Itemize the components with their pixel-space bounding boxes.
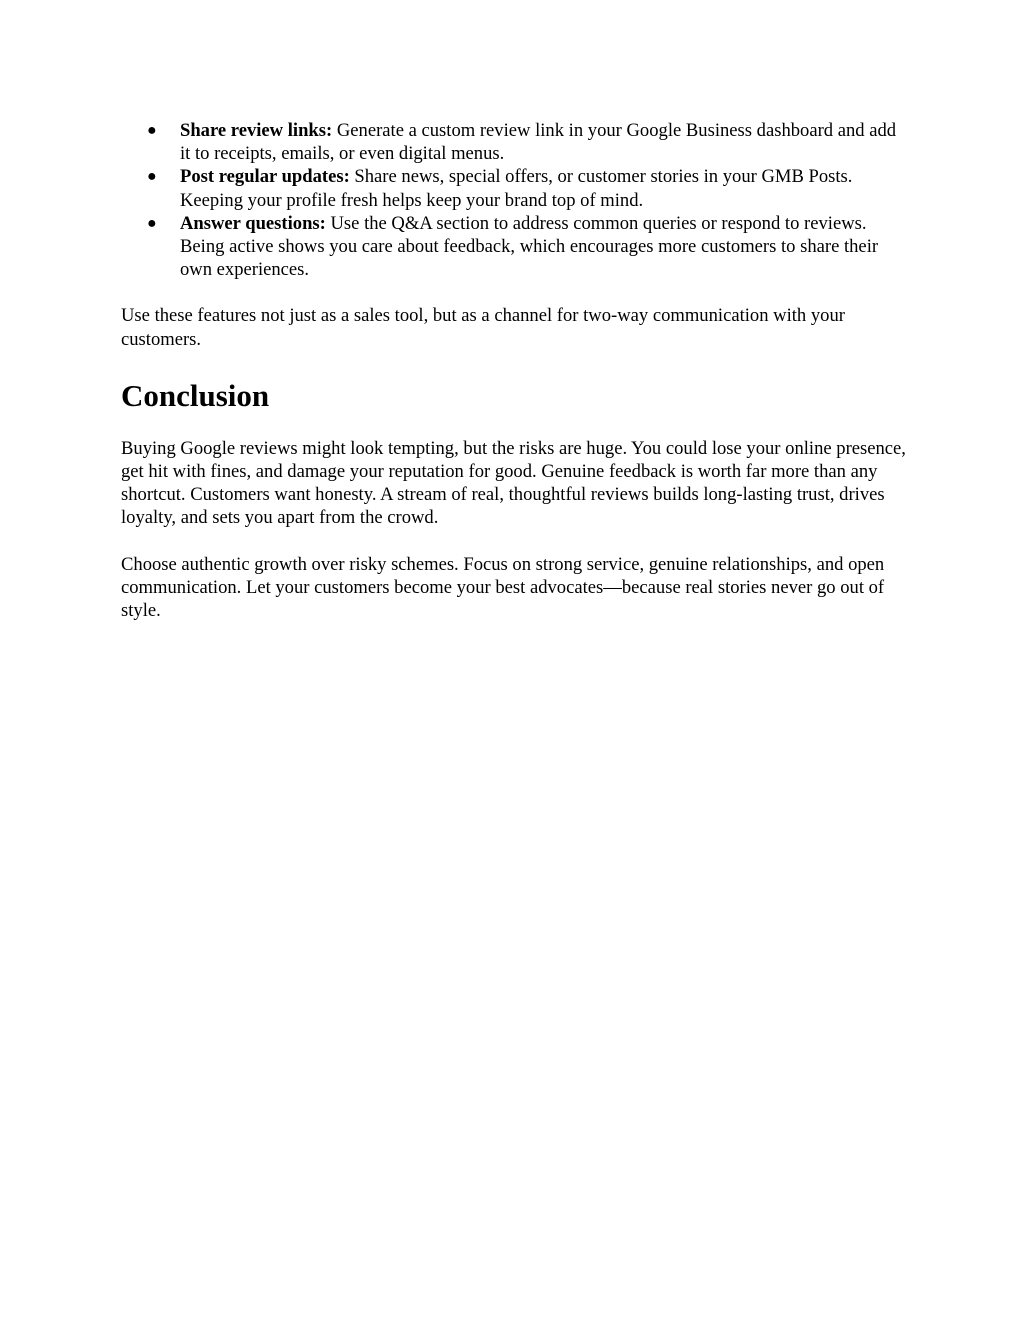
bullet-icon: ● <box>147 168 157 186</box>
feature-bullet-list <box>121 119 911 281</box>
bullet-text: Share news, special offers, or customer stories in your GMB Posts. Keeping your profile fresh helps keep your brand top of mind. <box>180 166 853 211</box>
bullet-item-answer-questions <box>147 212 911 282</box>
bullet-icon: ● <box>147 214 157 232</box>
bullet-bold-label: Post regular updates: <box>180 166 350 188</box>
intro-paragraph: Use these features not just as a sales tool, but as a channel for two-way communication with your customers. <box>121 305 845 350</box>
conclusion-heading: Conclusion <box>121 377 270 413</box>
bullet-text: Generate a custom review link in your Google Business dashboard and add it to receipts, emails, or even digital menus. <box>180 120 897 165</box>
bullet-text: Use the Q&A section to address common queries or respond to reviews. Being active shows you care about feedback, which encourages more customers to share their own experiences. <box>180 212 879 281</box>
bullet-bold-label: Answer questions: <box>180 212 326 234</box>
bullet-item-share-review-links <box>147 119 911 165</box>
document-page <box>121 119 911 622</box>
conclusion-paragraph: Choose authentic growth over risky schemes. Focus on strong service, genuine relationships, and open communication. Let your customers become your best advocates—because real stories never go out of style. <box>121 553 885 622</box>
bullet-bold-label: Share review links: <box>180 120 333 141</box>
bullet-item-post-regular-updates <box>147 165 911 211</box>
bullet-icon: ● <box>147 122 157 139</box>
conclusion-paragraph: Buying Google reviews might look tempting, but the risks are huge. You could lose your online presence, get hit with fines, and damage your reputation for good. Genuine feedback is worth far more than any shortcut. Customers want honesty. A stream of real, thoughtful reviews builds long-lasting trust, drives loyalty, and sets you apart from the crowd. <box>121 437 906 529</box>
